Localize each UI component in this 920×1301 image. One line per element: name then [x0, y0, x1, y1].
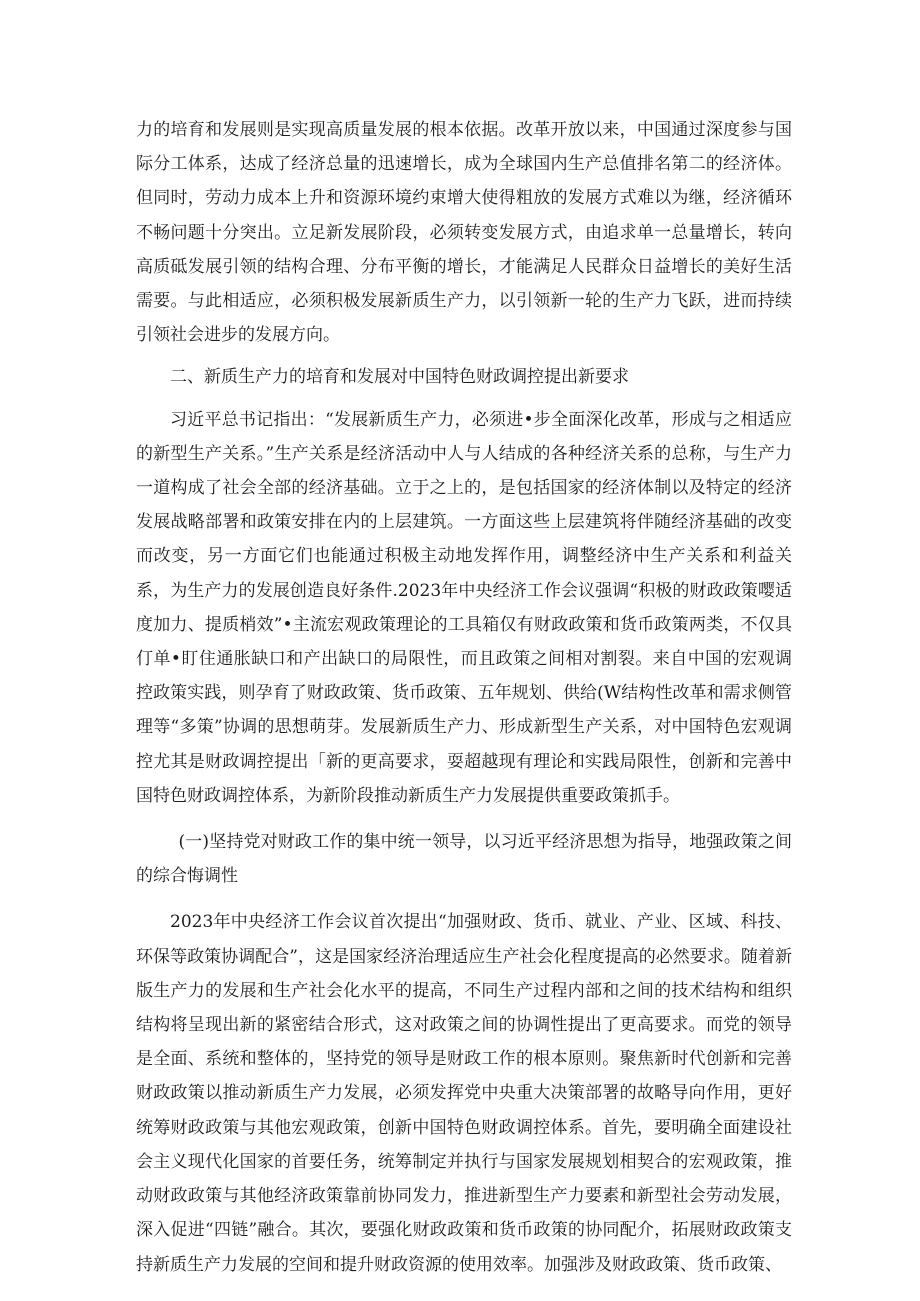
section-heading: 二、新质生产力的培育和发展对中国特色财政调控提出新要求: [170, 367, 629, 388]
body-paragraph: 2023年中央经济工作会议首次提出“加强财政、货币、就业、产业、区域、科技、环保等政策协调配合”，这是国家经济治理适应生产社会化程度提高的必然要求。随着新版生产力的发展和生产社会化水平的提高，不同生产过程内部和之间的技术结构和组织结构将呈现出新的紧密结合形式，这对政策之间的协调性提出了更高要求。而党的领导是全面、系统和整体的，坚持党的领导是财政工作的根本原则。聚焦新时代创新和完善财政政策以推动新质生产力发展，必须发挥党中央重大决策部署的故略导向作用，更好统筹财政政策与其他宏观政策，创新中国特色财政调控体系。首先，要明确全面建设社会主义现代化国家的首要任务，统筹制定并执行与国家发展规划相契合的宏观政策，推动财政政策与其他经济政策靠前协同发力，推进新型生产力要素和新型社会劳动发展，深入促进“四链”融合。其次，要强化财政政策和货币政策的协同配介，拓展财政政策支持新质生产力发展的空间和提升财政资源的使用效率。加强涉及财政政策、货币政策、: [136, 912, 792, 1275]
sub-heading: (一)坚持党对财政工作的集中统一领导，以习近平经济思想为指导，地强政策之间的综合悔调性: [136, 832, 792, 887]
document-body: [136, 113, 792, 1282]
body-paragraph: 习近平总书记指出：“发展新质生产力，必须进•步全面深化改革，形成与之相适应的新型生产关系。”生产关系是经济活动中人与人结成的各种经济关系的总称，与生产力一道构成了社会全部的经济基础。立于之上的，是包括国家的经济体制以及特定的经济发展战略部署和政策安排在内的上层建筑。一方面这些上层建筑将伴随经济基础的改变而改变，另一方面它们也能通过积极主动地发挥作用，调整经济中生产关系和利益关系，为生产力的发展创造良好条件.2023年中央经济工作会议强调“积极的财政政策嘤适度加力、提质梢效”•主流宏观政策理论的工具箱仅有财政政策和货币政策两类，不仅具仃单•盯住通胀缺口和产出缺口的局限性，而且政策之间相对割裂。来自中国的宏观调控政策实践，则孕育了财政政策、货币政策、五年规划、供给(W结构性改革和需求侧管理等“多策”协调的思想萌芽。发展新质生产力、形成新型生产关系，对中国特色宏观调控尤其是财政调控提出「新的更高要求，耍超越现有理论和实践局限性，创新和完善中国特色财政调控体系，为新阶段推动新质生产力发展提供重要政策抓手。: [136, 409, 792, 806]
body-paragraph-continued: 力的培育和发展则是实现高质量发展的根本依据。改革开放以来，中国通过深度参与国际分工体系，达成了经济总量的迅速增长，成为全球国内生产总值排名第二的经济体。但同时，劳动力成本上升和资源环境约束增大使得粗放的发展方式难以为继，经济循环不畅问题十分突出。立足新发展阶段，必须转变发展方式，由追求单一总量增长，转向高质砥发展引领的结构合理、分布平衡的增长，才能满足人民群众日益增长的美好生活需要。与此相适应，必须积极发展新质生产力，以引领新一轮的生产力飞跃，进而持续引领社会进步的发展方向。: [136, 120, 792, 346]
